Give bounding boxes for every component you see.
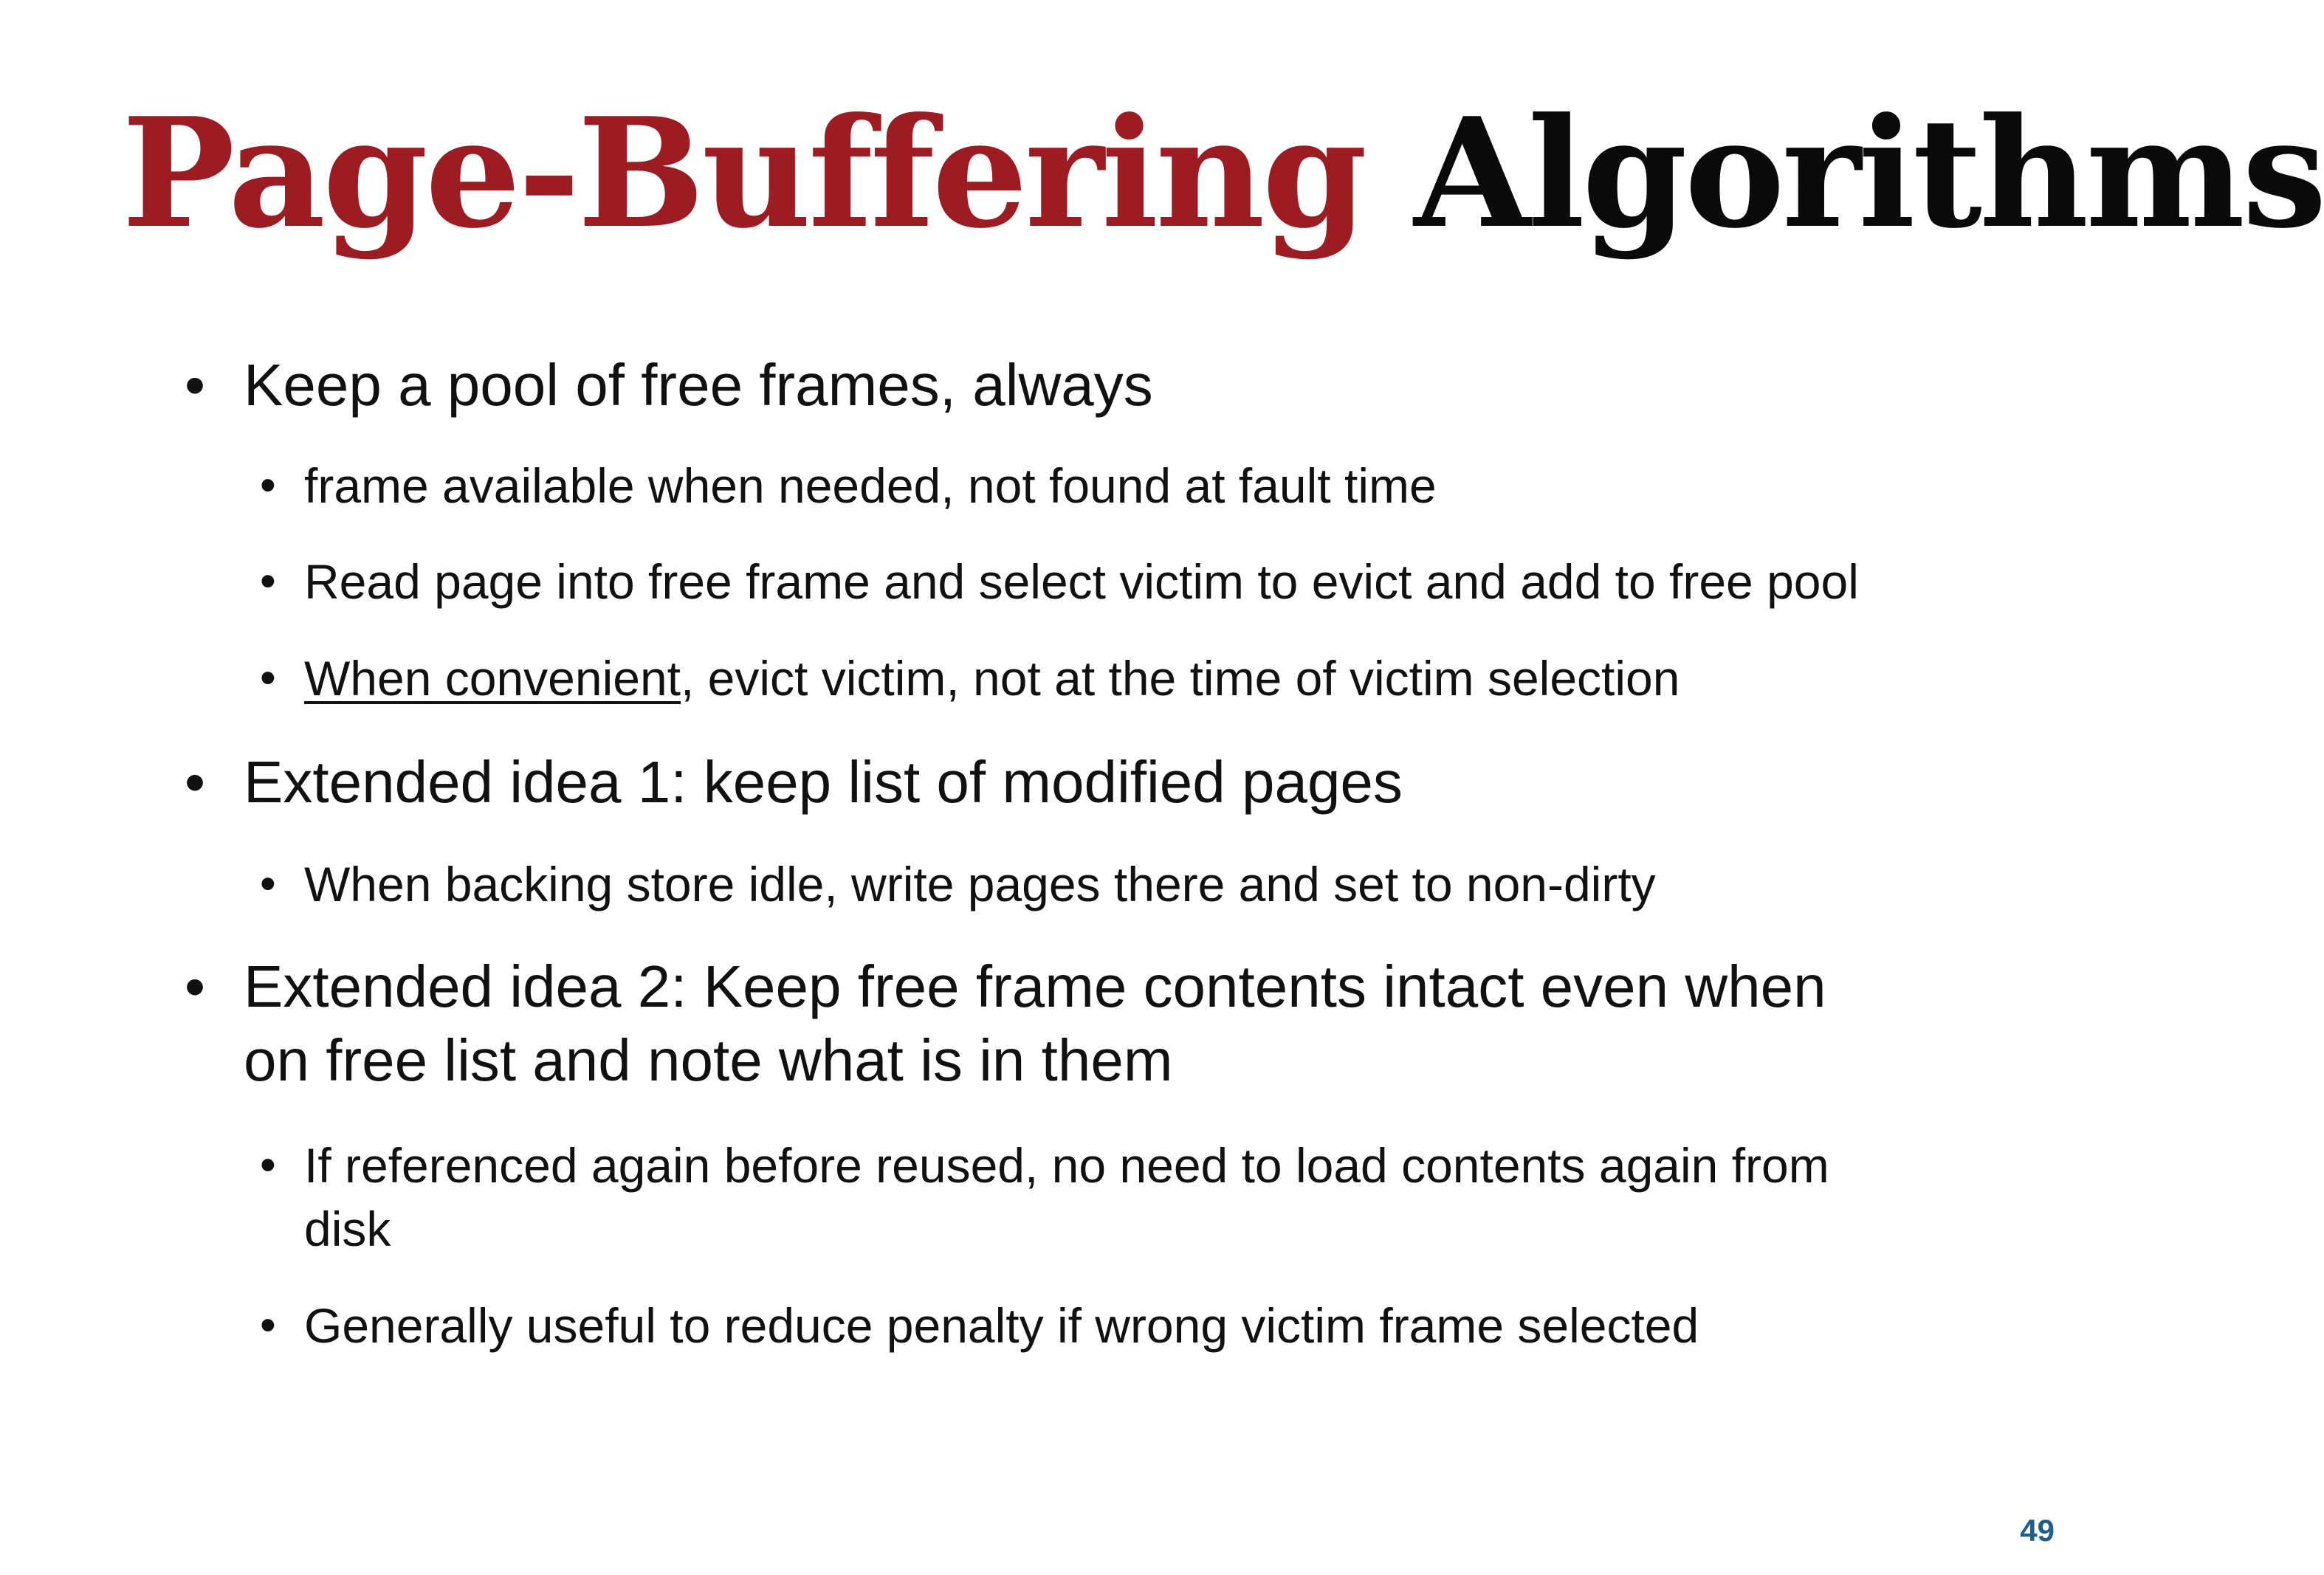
title-main-word: Algorithms — [1414, 85, 2324, 262]
underlined-phrase: When convenient — [304, 651, 681, 706]
bullet-dot: • — [185, 954, 206, 1019]
bullet-text: frame available when needed, not found at fault time — [304, 458, 1437, 513]
bullet-text: , evict victim, not at the time of victim selection — [681, 651, 1680, 706]
title-accent-word: Page-Buffering — [122, 85, 1365, 262]
bullet-level2-generally-useful — [260, 1294, 1699, 1357]
bullet-text-line2: disk — [304, 1202, 391, 1256]
bullet-level1-extended-idea-2 — [185, 950, 1826, 1097]
bullet-dot: • — [260, 460, 276, 511]
bullet-level2-referenced-again — [260, 1134, 1829, 1261]
bullet-text: Generally useful to reduce penalty if wrong victim frame selected — [304, 1298, 1699, 1353]
bullet-text: Keep a pool of free frames, always — [244, 352, 1153, 418]
bullet-level2-frame-available — [260, 454, 1437, 517]
bullet-level1-free-pool — [185, 348, 1153, 422]
page-number: 49 — [2020, 1513, 2055, 1548]
bullet-dot: • — [260, 858, 276, 909]
bullet-level2-when-convenient — [260, 647, 1680, 710]
bullet-dot: • — [185, 352, 206, 418]
bullet-text-line1: Extended idea 2: Keep free frame contents intact even when — [244, 954, 1826, 1019]
bullet-text-line2: on free list and note what is in them — [244, 1027, 1173, 1093]
bullet-dot: • — [185, 749, 206, 815]
bullet-level1-extended-idea-1 — [185, 745, 1403, 819]
bullet-text: When backing store idle, write pages there and set to non-dirty — [304, 857, 1656, 911]
bullet-text: Read page into free frame and select victim to evict and add to free pool — [304, 554, 1859, 609]
bullet-level2-backing-store — [260, 852, 1656, 916]
bullet-text: Extended idea 1: keep list of modified pages — [244, 749, 1403, 815]
bullet-dot: • — [260, 1300, 276, 1351]
bullet-dot: • — [260, 556, 276, 607]
bullet-level2-read-page — [260, 550, 1859, 613]
bullet-dot: • — [260, 652, 276, 703]
bullet-dot: • — [260, 1140, 276, 1190]
bullet-text-line1: If referenced again before reused, no need to load contents again from — [304, 1138, 1829, 1193]
